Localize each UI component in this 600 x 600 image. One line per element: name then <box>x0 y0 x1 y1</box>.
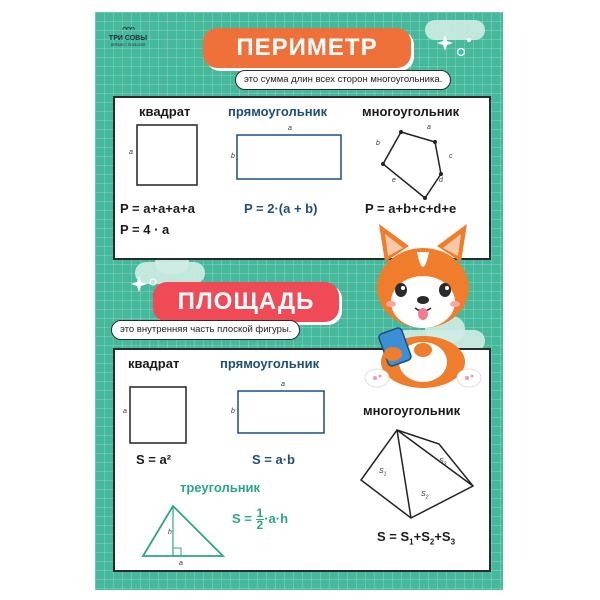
tri-formula-suffix: ·a·h <box>264 510 289 526</box>
perimeter-poly-side-c: c <box>449 153 453 160</box>
area-rect-label: прямоугольник <box>220 356 320 371</box>
poly-formula-s: S = S <box>377 529 410 544</box>
area-poly-part-s1: $S_1$ <box>379 468 387 478</box>
poly-formula-plus1: +S <box>413 529 430 544</box>
sparkle-decoration <box>435 30 475 60</box>
poly-formula-sub1: 1 <box>409 537 414 547</box>
perimeter-poly-side-e: e <box>392 177 396 184</box>
perimeter-square-shape <box>135 124 199 188</box>
perimeter-square-label: квадрат <box>139 104 191 119</box>
owl-icon: ᴖᴖᴖ <box>121 24 135 34</box>
area-poly-part-s2: $S_2$ <box>421 491 429 501</box>
perimeter-square-side: a <box>129 149 133 156</box>
tri-formula-prefix: S = <box>232 510 252 526</box>
area-square-formula: S = a² <box>136 452 172 467</box>
poly-formula-plus2: +S <box>434 529 451 544</box>
area-rect-side-b: b <box>231 408 235 415</box>
area-poly-part-s3: $S_3$ <box>439 458 447 468</box>
area-rect-side-a: a <box>281 381 285 388</box>
perimeter-poly-label: многоугольник <box>362 104 460 119</box>
brand-logo <box>105 24 151 48</box>
perimeter-rect-side-a: a <box>288 125 292 132</box>
perimeter-poly-side-a: a <box>427 124 431 131</box>
area-triangle-shape <box>139 502 227 560</box>
area-triangle-formula <box>232 508 288 531</box>
area-square-shape <box>129 386 189 446</box>
area-square-label: квадрат <box>128 356 180 371</box>
area-definition: это внутренняя часть плоской фигуры. <box>111 320 300 340</box>
area-triangle-label: треугольник <box>180 480 261 495</box>
brand-name: ТРИ СОВЫ <box>108 35 148 42</box>
perimeter-poly-side-b: b <box>376 140 380 147</box>
tri-frac-num: 1 <box>256 506 264 520</box>
poly-formula-sub3: 3 <box>450 537 456 547</box>
area-title: ПЛОЩАДЬ <box>177 288 315 315</box>
perimeter-poly-side-d: d <box>439 177 443 184</box>
area-rect-shape <box>237 390 327 436</box>
area-polygon-shape <box>359 426 477 522</box>
perimeter-rect-shape <box>236 134 344 182</box>
tri-frac-den: 2 <box>256 518 264 532</box>
area-rect-formula: S = a·b <box>252 452 295 467</box>
corgi-mascot-illustration <box>363 222 483 392</box>
poster <box>95 12 503 590</box>
perimeter-polygon-shape <box>379 128 451 204</box>
brand-tagline: ВРЕМЯ С ПОЛЬЗОЙ <box>111 43 145 47</box>
perimeter-rect-formula: P = 2·(a + b) <box>244 201 318 216</box>
perimeter-rect-label: прямоугольник <box>228 104 328 119</box>
perimeter-square-formula-2: P = 4 · a <box>120 222 170 237</box>
area-triangle-height: h <box>168 529 172 536</box>
perimeter-poly-formula: P = a+b+c+d+e <box>365 201 457 216</box>
perimeter-definition: это сумма длин всех сторон многоугольника. <box>235 70 451 90</box>
perimeter-square-formula-1: P = a+a+a+a <box>120 201 195 216</box>
tri-formula-fraction <box>256 508 265 531</box>
area-poly-label: многоугольник <box>363 403 461 418</box>
perimeter-title: ПЕРИМЕТР <box>236 34 378 61</box>
perimeter-rect-side-b: b <box>231 153 235 160</box>
area-square-side: a <box>123 408 127 415</box>
area-poly-formula <box>377 529 455 547</box>
poly-formula-sub2: 2 <box>429 537 435 547</box>
area-triangle-base: a <box>179 560 183 567</box>
